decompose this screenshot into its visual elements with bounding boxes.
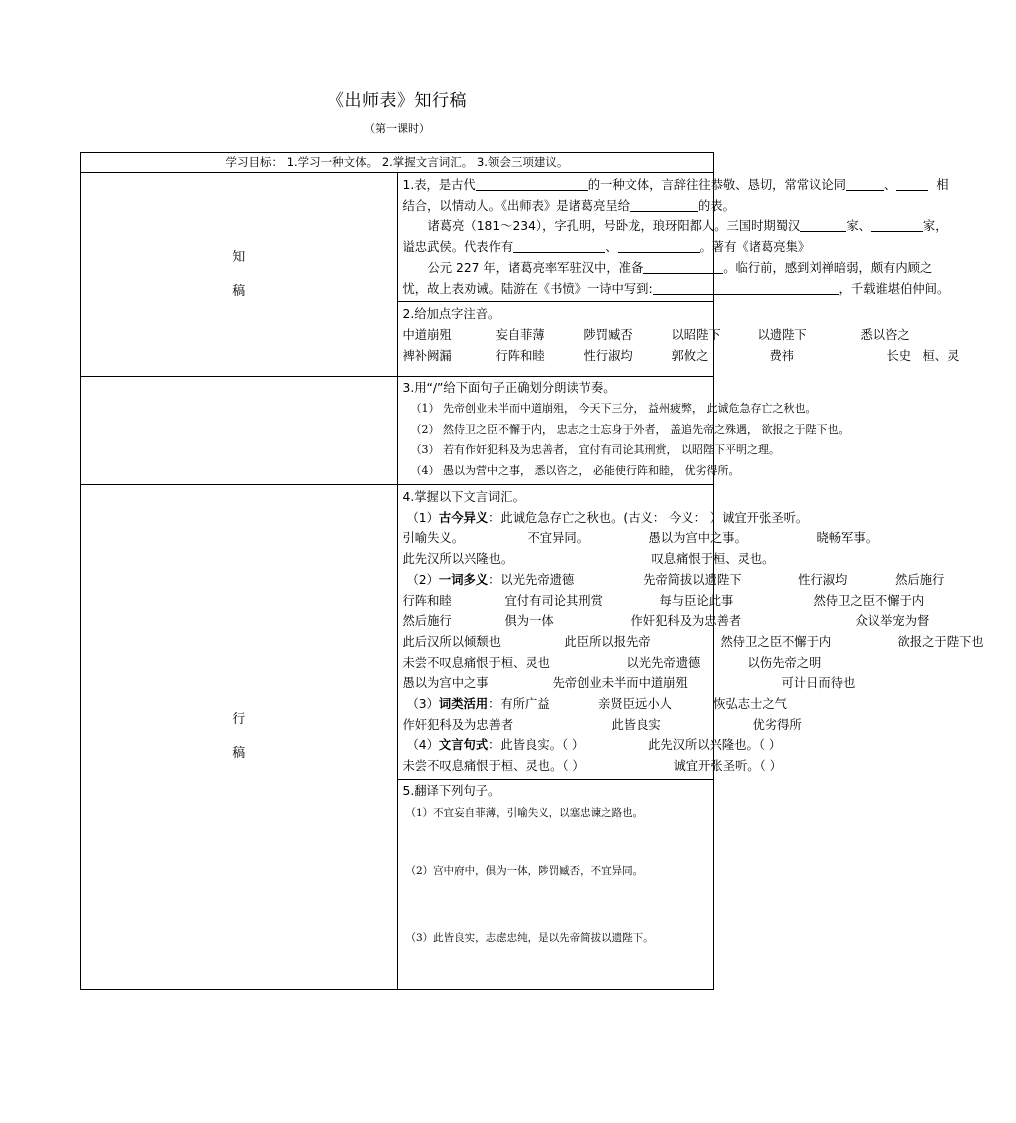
phrase: 以遗陛下 — [757, 327, 807, 342]
phrase: 长史 — [886, 348, 912, 363]
category-label: 词类活用 — [438, 697, 489, 712]
q1-text: 相 — [936, 178, 949, 192]
phrase: 然后施行 — [895, 572, 945, 587]
q1-text: 的表。 — [698, 198, 735, 213]
phrase: 性行淑均 — [583, 348, 633, 363]
item-number: （3） — [406, 697, 439, 712]
phrase: 此先汉所以兴隆也。 — [402, 552, 514, 567]
phrase: 行阵和睦 — [402, 593, 452, 608]
yici-row — [402, 611, 930, 632]
category-label: 一词多义 — [438, 572, 489, 587]
phrase: 愚以为宫中之事 — [402, 676, 489, 691]
phrase: 每与臣论此事 — [659, 593, 734, 608]
phrase: 悉以咨之 — [860, 327, 910, 342]
q1-text: 。临行前，感到刘禅暗弱，颇有内顾之 — [723, 260, 933, 275]
phrase: 作奸犯科及为忠善者 — [402, 717, 514, 732]
q1-line — [402, 237, 811, 258]
cilei-line — [403, 694, 787, 715]
phrase: 此臣所以报先帝 — [564, 634, 651, 649]
question-1-cell — [397, 173, 950, 302]
phrase: 叹息痛恨于桓、灵也。 — [651, 552, 775, 567]
q1-text: 公元 227 年，诸葛亮率军驻汉中，准备 — [427, 260, 644, 275]
worksheet-table — [80, 152, 984, 990]
phrase: 以伤先帝之明 — [747, 655, 822, 670]
phrase: 未尝不叹息痛恨于桓、灵也。（ ） — [402, 759, 585, 774]
answer-blank[interactable] — [653, 280, 839, 295]
q1-text: 的一种文体，言辞往往恭敬、恳切，常常议论同 — [587, 178, 846, 192]
side-char: 稿 — [232, 745, 246, 761]
yici-row — [402, 591, 925, 612]
phrase: 此后汉所以倾颓也 — [402, 634, 501, 649]
phrase: 然后施行 — [402, 614, 452, 629]
phrase: 欲报之于陛下也 — [897, 634, 984, 649]
phrase: 先帝简拔以遗陛下 — [643, 572, 742, 587]
q2-row — [402, 325, 910, 346]
page-title: 《出师表》知行稿 — [327, 91, 467, 111]
side-label-xinggao — [81, 485, 398, 990]
translate-sentence: （3）此皆良实，志虑忠纯，是以先帝简拔以遗陛下。 — [405, 931, 654, 944]
answer-blank[interactable] — [643, 259, 723, 274]
answer-blank[interactable] — [871, 217, 923, 232]
q1-text: 家、 — [846, 219, 871, 234]
phrase: 然侍卫之臣不懈于内 — [813, 593, 925, 608]
q1-line — [402, 196, 735, 217]
phrase: ：有所广益 — [488, 697, 550, 712]
q2-row — [402, 346, 960, 367]
q3-sentence: （1） 先帝创业未半而中道崩殂， 今天下三分， 益州疲弊， 此诚危急存亡之秋也。 — [410, 402, 817, 416]
phrase: 众议举宠为督 — [855, 614, 930, 629]
phrase: 亲贤臣远小人 — [598, 697, 672, 712]
phrase: 中道崩殂 — [402, 327, 452, 342]
phrase: 未尝不叹息痛恨于桓、灵也 — [402, 655, 551, 670]
q1-line — [402, 175, 949, 196]
category-label: 古今异义 — [438, 510, 489, 525]
q1-text: 忧，故上表劝诫。陆游在《书愤》一诗中写到: — [402, 281, 653, 296]
q3-sentence: （2） 然侍卫之臣不懈于内， 忠志之士忘身于外者， 盖追先帝之殊遇， 欲报之于陛下也。 — [410, 422, 850, 436]
translate-sentence: （2）宫中府中，俱为一体，陟罚臧否，不宜异同。 — [405, 864, 644, 877]
phrase: 可计日而待也 — [781, 676, 856, 691]
phrase: 然侍卫之臣不懈于内 — [720, 634, 832, 649]
phrase: 引喻失义。 — [402, 531, 464, 546]
q1-line — [403, 216, 948, 237]
page-subtitle: （第一课时） — [364, 122, 430, 135]
phrase: 裨补阙漏 — [402, 348, 452, 363]
gujin-text: ：此诚危急存亡之秋也。(古义： 今义： ）诚宜开张圣听。 — [488, 510, 809, 525]
q2-title: 2.给加点字注音。 — [402, 307, 501, 322]
phrase: 性行淑均 — [798, 572, 848, 587]
juxing-row — [402, 756, 782, 777]
q1-text: 家， — [922, 219, 948, 234]
cilei-row — [402, 715, 802, 736]
answer-blank[interactable] — [630, 197, 698, 212]
phrase: 陟罚臧否 — [583, 327, 633, 342]
side-empty — [81, 377, 398, 485]
phrase: 以光先帝遗德 — [626, 655, 701, 670]
side-char: 稿 — [232, 283, 246, 299]
phrase: 诚宜开张圣听。（ ） — [673, 759, 782, 774]
answer-blank[interactable] — [896, 176, 928, 191]
phrase: 愚以为宫中之事。 — [648, 531, 747, 546]
answer-blank[interactable] — [800, 217, 846, 232]
gujin-row — [402, 549, 775, 570]
phrase: 晓畅军事。 — [816, 531, 878, 546]
q1-text: 诸葛亮（181～234），字孔明，号卧龙，琅玡阳都人。三国时期蜀汉 — [427, 219, 801, 234]
question-2-cell — [397, 302, 960, 377]
question-4-cell — [397, 485, 984, 780]
q5-title: 5.翻译下列句子。 — [402, 783, 501, 798]
category-label: 文言句式 — [438, 738, 489, 753]
yici-line — [403, 570, 945, 591]
yici-row — [402, 653, 822, 674]
translation-area — [403, 802, 708, 987]
question-3-cell — [397, 377, 850, 485]
phrase — [956, 325, 1016, 346]
q1-text: ，千载谁堪伯仲间。 — [838, 281, 950, 296]
q1-text: 1.表，是古代 — [402, 178, 476, 192]
question-5-cell — [397, 779, 714, 989]
answer-blank[interactable] — [846, 176, 884, 191]
phrase: 费祎 — [769, 348, 795, 363]
gujin-line — [403, 508, 809, 529]
phrase: ：以光先帝遗德 — [488, 572, 575, 587]
phrase: 行阵和睦 — [495, 348, 545, 363]
phrase: 妄自菲薄 — [495, 327, 545, 342]
phrase: 此皆良实 — [611, 717, 661, 732]
q3-sentence: （4） 愚以为营中之事， 悉以咨之， 必能使行阵和睦， 优劣得所。 — [410, 463, 740, 477]
juxing-line — [403, 735, 782, 756]
answer-blank[interactable] — [476, 176, 588, 191]
phrase: 此先汉所以兴隆也。（ ） — [648, 738, 782, 753]
phrase: 恢弘志士之气 — [713, 697, 787, 712]
q1-text: 、 — [883, 178, 897, 192]
q1-text: 、 — [605, 240, 618, 255]
item-number: （4） — [406, 738, 439, 753]
answer-blank[interactable] — [618, 238, 700, 253]
phrase: ：此皆良实。（ ） — [488, 738, 585, 753]
phrase: 优劣得所 — [752, 717, 802, 732]
yici-row — [402, 632, 984, 653]
phrase: 作奸犯科及为忠善者 — [630, 614, 742, 629]
q1-text: 结合，以情动人。《出师表》是诸葛亮呈给 — [402, 198, 630, 213]
phrase: 桓、灵 — [922, 348, 960, 363]
gujin-row — [402, 528, 878, 549]
side-label-zhigao — [81, 173, 398, 377]
phrase: 宜付有司论其刑赏 — [504, 593, 603, 608]
item-number: （1） — [406, 510, 439, 525]
answer-blank[interactable] — [513, 238, 605, 253]
side-char: 知 — [232, 249, 246, 265]
side-char: 行 — [232, 711, 246, 727]
q3-title: 3.用“/”给下面句子正确划分朗读节奏。 — [402, 381, 616, 396]
q1-text: 谥忠武侯。代表作有 — [402, 240, 514, 255]
phrase: 不宜异同。 — [527, 531, 589, 546]
item-number: （2） — [406, 572, 439, 587]
q1-line — [403, 258, 933, 279]
learning-goals: 学习目标： 1.学习一种文体。 2.掌握文言词汇。 3.领会三项建议。 — [81, 153, 714, 173]
phrase: 先帝创业未半而中道崩殂 — [552, 676, 688, 691]
phrase: 郭攸之 — [671, 348, 709, 363]
phrase: 俱为一体 — [504, 614, 554, 629]
q1-line — [402, 279, 950, 300]
yici-row — [402, 673, 856, 694]
q4-title: 4.掌握以下文言词汇。 — [402, 490, 525, 505]
translate-sentence: （1）不宜妄自菲薄，引喻失义，以塞忠谏之路也。 — [405, 806, 644, 819]
q3-sentence: （3） 若有作奸犯科及为忠善者， 宜付有司论其刑赏， 以昭陛下平明之理。 — [410, 443, 780, 457]
phrase: 以昭陛下 — [671, 327, 721, 342]
q1-text: 。著有《诸葛亮集》 — [699, 240, 811, 255]
